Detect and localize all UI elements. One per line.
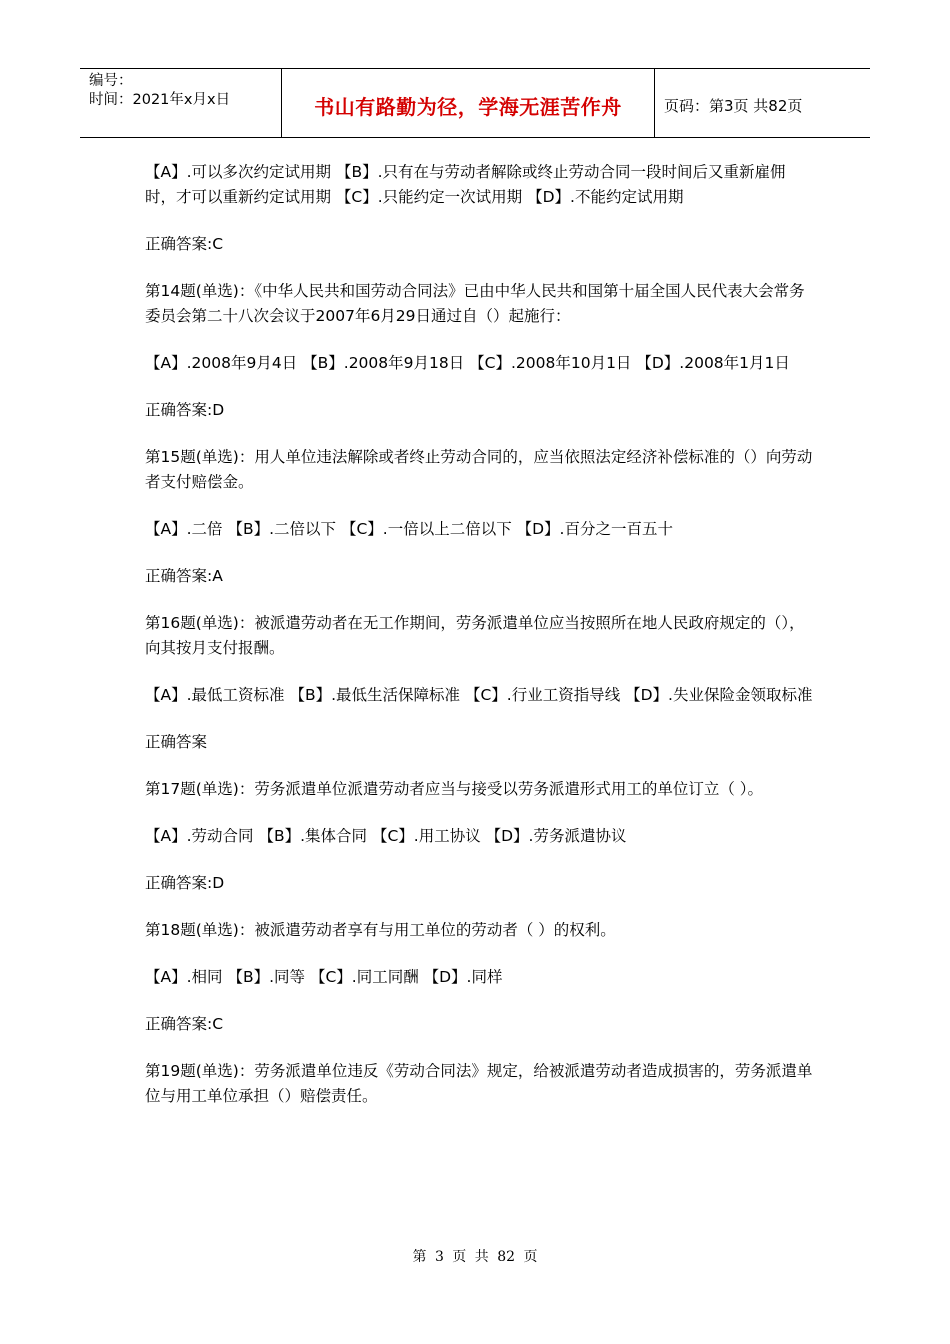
answer-q15: 正确答案:A — [145, 567, 223, 585]
document-header — [80, 68, 870, 138]
question-15: 第15题(单选)：用人单位违法解除或者终止劳动合同的，应当依照法定经济补偿标准的（）向劳动者支付赔偿金。 — [145, 448, 813, 491]
question-17: 第17题(单选)：劳务派遣单位派遣劳动者应当与接受以劳务派遣形式用工的单位订立（ ）。 — [145, 780, 763, 798]
question-19: 第19题(单选)：劳务派遣单位违反《劳动合同法》规定，给被派遣劳动者造成损害的，劳务派遣单位与用工单位承担（）赔偿责任。 — [145, 1062, 813, 1105]
options-q18: 【A】.相同 【B】.同等 【C】.同工同酬 【D】.同样 — [145, 968, 503, 986]
header-motto: 书山有路勤为径，学海无涯苦作舟 — [282, 69, 655, 137]
options-q16: 【A】.最低工资标准 【B】.最低生活保障标准 【C】.行业工资指导线 【D】.失业保险金领取标准 — [145, 686, 813, 704]
options-q17: 【A】.劳动合同 【B】.集体合同 【C】.用工协议 【D】.劳务派遣协议 — [145, 827, 627, 845]
number-label: 编号： — [89, 73, 133, 89]
options-q14: 【A】.2008年9月4日 【B】.2008年9月18日 【C】.2008年10月1日 【D】.2008年1月1日 — [145, 354, 790, 372]
options-q15: 【A】.二倍 【B】.二倍以下 【C】.一倍以上二倍以下 【D】.百分之一百五十 — [145, 520, 673, 538]
page-footer: 第 3 页 共 82 页 — [412, 1249, 538, 1265]
question-18: 第18题(单选)：被派遣劳动者享有与用工单位的劳动者（ ）的权利。 — [145, 921, 616, 939]
answer-q17: 正确答案:D — [145, 874, 225, 892]
answer-q18: 正确答案:C — [145, 1015, 224, 1033]
options-q13: 【A】.可以多次约定试用期 【B】.只有在与劳动者解除或终止劳动合同一段时间后又重新雇佣时，才可以重新约定试用期 【C】.只能约定一次试用期 【D】.不能约定试用期 — [145, 163, 786, 206]
question-14: 第14题(单选)：《中华人民共和国劳动合同法》已由中华人民共和国第十届全国人民代表大会常务委员会第二十八次会议于2007年6月29日通过自（）起施行： — [145, 282, 805, 325]
time-label: 时间：2021年x月x日 — [89, 92, 231, 108]
answer-q14: 正确答案:D — [145, 401, 225, 419]
answer-q16: 正确答案 — [145, 733, 208, 751]
document-body — [145, 160, 815, 1131]
header-meta — [80, 69, 282, 137]
question-16: 第16题(单选)：被派遣劳动者在无工作期间，劳务派遣单位应当按照所在地人民政府规定的（），向其按月支付报酬。 — [145, 614, 805, 657]
answer-q13: 正确答案:C — [145, 235, 224, 253]
header-page-info: 页码：第3页 共82页 — [664, 96, 803, 115]
